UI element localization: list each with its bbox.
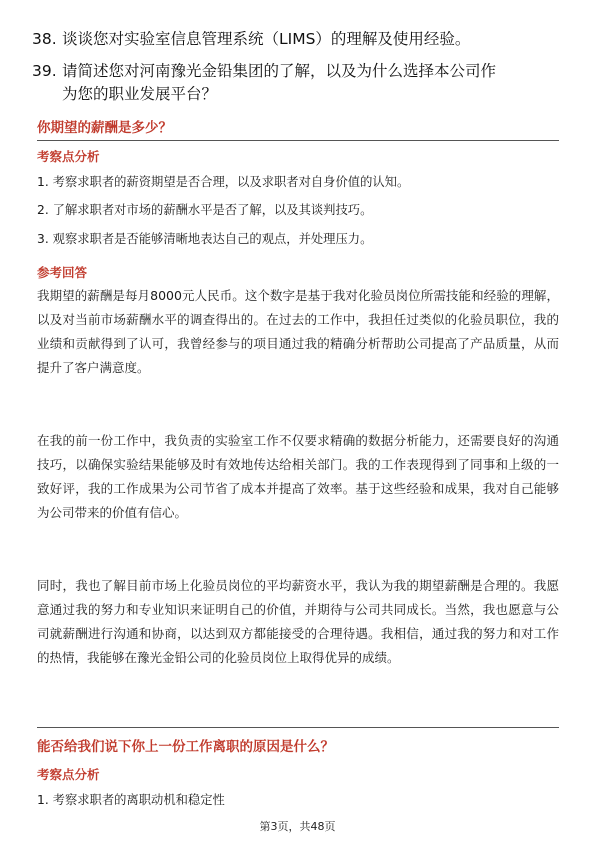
question-39 xyxy=(32,60,562,106)
question-38 xyxy=(32,28,562,51)
answer-paragraph: 在我的前一份工作中，我负责的实验室工作不仅要求精确的数据分析能力，还需要良好的沟通技巧，以确保实验结果能够及时有效地传达给相关部门。我的工作表现得到了同事和上级的一致好评，我的工作成果为公司节省了成本并提高了效率。基于这些经验和成果，我对自己能够为公司带来的价值有信心。 xyxy=(37,433,559,520)
page-number: 第3页，共48页 xyxy=(259,820,336,833)
analysis-item: 1. 考察求职者的离职动机和稳定性 xyxy=(37,793,225,807)
question-number: 38. xyxy=(32,30,57,48)
question-text-continued: 为您的职业发展平台？ xyxy=(62,85,218,103)
analysis-item: 2. 了解求职者对市场的薪酬水平是否了解，以及其谈判技巧。 xyxy=(37,203,373,217)
section-title: 你期望的薪酬是多少？ xyxy=(37,120,172,136)
analysis-heading: 考察点分析 xyxy=(37,149,100,164)
answer-paragraph: 我期望的薪酬是每月8000元人民币。这个数字是基于我对化验员岗位所需技能和经验的理解，以及对当前市场薪酬水平的调查得出的。在过去的工作中，我担任过类似的化验员职位，我的业绩和贡献得到了认可，我曾经参与的项目通过我的精确分析帮助公司提高了产品质量，从而提升了客户满意度。 xyxy=(37,288,559,375)
analysis-item: 1. 考察求职者的薪资期望是否合理，以及求职者对自身价值的认知。 xyxy=(37,175,410,189)
question-text: 请简述您对河南豫光金铅集团的了解，以及为什么选择本公司作 xyxy=(62,62,497,80)
question-number: 39. xyxy=(32,62,57,80)
analysis-heading: 考察点分析 xyxy=(37,767,100,782)
divider xyxy=(37,140,559,141)
answer-heading: 参考回答 xyxy=(37,265,88,280)
section-title: 能否给我们说下你上一份工作离职的原因是什么？ xyxy=(37,739,334,755)
answer-paragraph: 同时，我也了解目前市场上化验员岗位的平均薪资水平，我认为我的期望薪酬是合理的。我愿意通过我的努力和专业知识来证明自己的价值，并期待与公司共同成长。当然，我也愿意与公司就薪酬进行沟通和协商，以达到双方都能接受的合理待遇。我相信，通过我的努力和对工作的热情，我能够在豫光金铅公司的化验员岗位上取得优异的成绩。 xyxy=(37,578,559,665)
question-text: 谈谈您对实验室信息管理系统（LIMS）的理解及使用经验。 xyxy=(62,30,471,48)
divider xyxy=(37,727,559,728)
analysis-item: 3. 观察求职者是否能够清晰地表达自己的观点，并处理压力。 xyxy=(37,232,373,246)
